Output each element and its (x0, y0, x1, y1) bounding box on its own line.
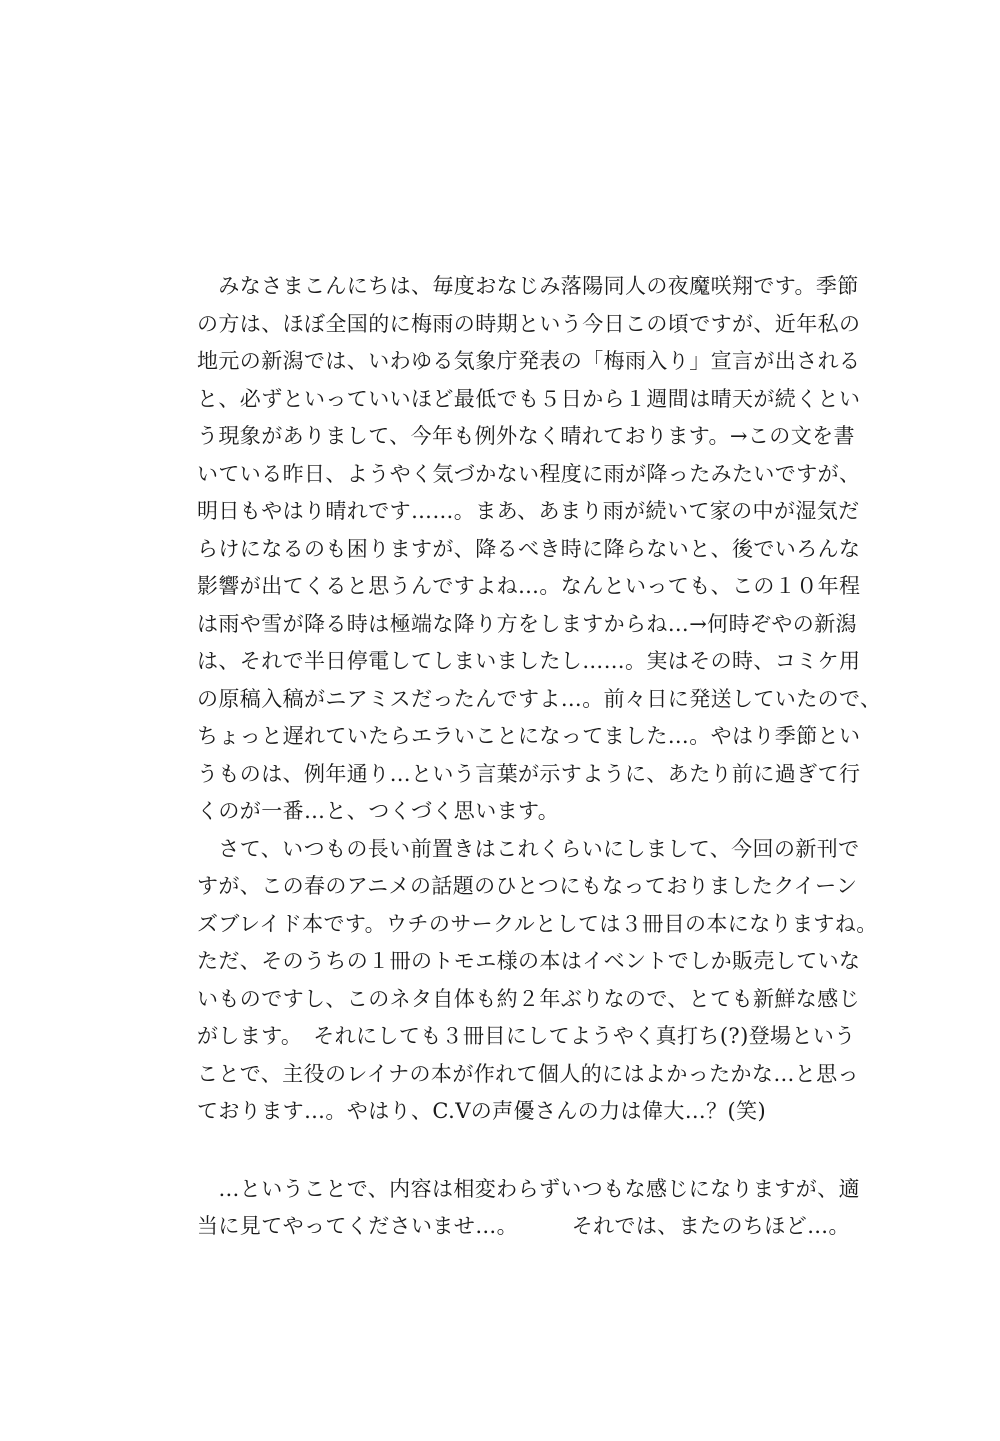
text-line: 地元の新潟では、いわゆる気象庁発表の「梅雨入り」宣言が出される (197, 349, 861, 373)
text-line: う現象がありまして、今年も例外なく晴れております。→この文を書 (197, 424, 855, 448)
text-line: がします。 それにしても３冊目にしてようやく真打ち(?)登場という (197, 1024, 856, 1048)
text-line: ております…。やはり、C.Vの声優さんの力は偉大…？(笑) (197, 1099, 767, 1123)
text-line: うものは、例年通り…という言葉が示すように、あたり前に過ぎて行 (197, 761, 861, 786)
text-line: と、必ずといっていいほど最低でも５日から１週間は晴天が続くとい (197, 386, 861, 411)
text-line: 明日もやはり晴れです……。まあ、あまり雨が続いて家の中が湿気だ (197, 499, 860, 523)
text-line: の原稿入稿がニアミスだったんですよ…。前々日に発送していたので、 (197, 686, 882, 711)
text-line: いている昨日、ようやく気づかない程度に雨が降ったみたいですが、 (197, 461, 861, 486)
text-line: の方は、ほぼ全国的に梅雨の時期という今日この頃ですが、近年私の (197, 311, 861, 336)
paragraph-3 (197, 1171, 877, 1246)
afterword-text (197, 268, 882, 1246)
text-line: ことで、主役のレイナの本が作れて個人的にはよかったかな…と思っ (197, 1061, 859, 1086)
paragraph-1 (197, 268, 882, 831)
text-line: さて、いつもの長い前置きはこれくらいにしまして、今回の新刊で (197, 836, 860, 861)
text-line: みなさまこんにちは、毎度おなじみ落陽同人の夜魔咲翔です。季節 (197, 274, 859, 298)
paragraph-spacer (197, 1131, 877, 1171)
text-line: すが、この春のアニメの話題のひとつにもなっておりましたクイーン (197, 874, 858, 898)
paragraph-2 (197, 831, 877, 1131)
text-line: くのが一番…と、つくづく思います。 (197, 799, 560, 823)
text-line: 当に見てやってくださいませ…。 それでは、またのちほど…。 (197, 1214, 850, 1238)
text-line: は、それで半日停電してしまいましたし……。実はその時、コミケ用 (197, 649, 861, 673)
text-line: ちょっと遅れていたらエラいことになってました…。やはり季節とい (197, 724, 861, 748)
text-line: ズブレイド本です。ウチのサークルとしては３冊目の本になりますね。 (197, 911, 878, 936)
text-line: 影響が出てくると思うんですよね…。なんといっても、この１０年程 (197, 574, 861, 598)
text-line: は雨や雪が降る時は極端な降り方をしますからね…→何時ぞやの新潟 (197, 611, 857, 636)
text-line: …ということで、内容は相変わらずいつもな感じになりますが、適 (197, 1176, 860, 1201)
text-line: ただ、そのうちの１冊のトモエ様の本はイベントでしか販売していな (197, 949, 861, 973)
text-line: らけになるのも困りますが、降るべき時に降らないと、後でいろんな (197, 536, 861, 561)
text-line: いものですし、このネタ自体も約２年ぶりなので、とても新鮮な感じ (197, 986, 860, 1011)
